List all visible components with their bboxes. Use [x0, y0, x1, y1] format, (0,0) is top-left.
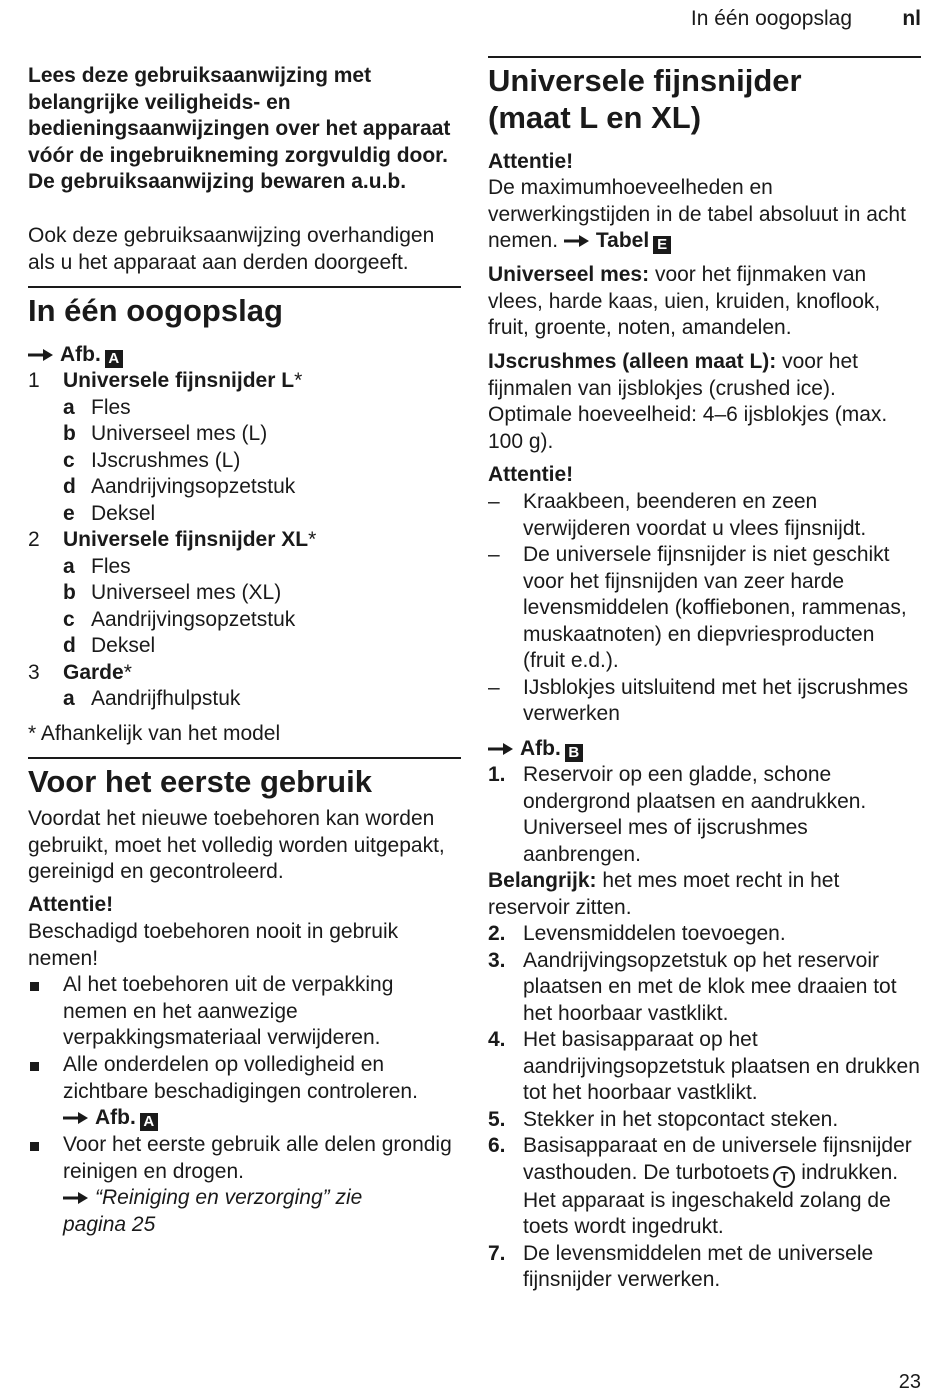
- ice-crusher-label: IJscrushmes (alleen maat L):: [488, 350, 777, 373]
- item-star: *: [294, 369, 303, 392]
- overview-footnote: * Afhankelijk van het model: [28, 722, 281, 745]
- item-number: 1: [28, 369, 40, 392]
- subitem-letter: a: [63, 687, 75, 710]
- warning-item: [488, 489, 921, 542]
- subitem-letter: d: [63, 475, 76, 498]
- warning-text: IJsblokjes uitsluitend met het ijscrushmes verwerken: [523, 675, 909, 725]
- overview-item: [28, 368, 461, 395]
- overview-subitem: [28, 580, 461, 607]
- bullet-text: Alle onderdelen op volledigheid en zichtbare beschadigingen controleren.: [63, 1053, 418, 1103]
- step-text: [523, 1241, 921, 1294]
- step-item: [488, 762, 921, 868]
- bullet-item: [28, 1132, 461, 1238]
- overview-subitem: [28, 686, 461, 713]
- overview-item: [28, 660, 461, 687]
- step-continuation: indrukken. Het apparaat is ingeschakeld zolang de toets wordt ingedrukt.: [523, 1160, 899, 1238]
- header-language: nl: [902, 7, 921, 30]
- step-number: 1.: [488, 763, 506, 786]
- intro-text: Ook deze gebruiksaanwijzing overhandigen als u het apparaat aan derden doorgeeft.: [28, 224, 435, 274]
- overview-subitem: [28, 607, 461, 634]
- max-quantities-text: [488, 175, 921, 255]
- subitem-letter: c: [63, 607, 75, 631]
- warning-list: [488, 489, 921, 728]
- figure-ref-label: Afb.: [520, 737, 561, 760]
- item-star: *: [123, 660, 132, 684]
- arrow-right-icon: [63, 1191, 89, 1205]
- bullet-figure-ref: [63, 1105, 461, 1132]
- step-text: [523, 921, 921, 948]
- overview-subitem: [28, 501, 461, 528]
- bullet-item: [28, 972, 461, 1052]
- bullet-square-icon: [30, 1142, 39, 1151]
- arrow-right-icon: [63, 1111, 89, 1125]
- subitem-letter: a: [63, 554, 75, 578]
- subitem-text: Deksel: [91, 634, 156, 657]
- overview-subitem: [28, 474, 461, 501]
- subitem-letter: d: [63, 634, 76, 657]
- subitem-text: Fles: [91, 395, 131, 419]
- fijnsnijder-heading-line2: (maat L en XL): [488, 100, 702, 135]
- step-text: [523, 1107, 921, 1134]
- important-note: [488, 868, 921, 921]
- step-text: Reservoir op een gladde, schone ondergrond plaatsen en aandrukken. Universeel mes of ijscrushmes aanbrengen.: [523, 763, 867, 866]
- overview-list: [28, 368, 461, 713]
- universal-blade-label: Universeel mes:: [488, 263, 650, 286]
- overview-heading: In één oogopslag: [28, 293, 283, 328]
- arrow-right-icon: [564, 234, 590, 248]
- dash-marker: –: [488, 675, 500, 699]
- item-title: Universele fijnsnijder L: [63, 369, 295, 392]
- figure-box-a: A: [105, 350, 123, 368]
- subitem-letter: b: [63, 581, 76, 604]
- universal-blade-text: [488, 262, 921, 342]
- subitem-text: Aandrijfhulpstuk: [91, 687, 241, 710]
- ice-crusher-description: voor het fijnmalen van ijsblokjes (crushed ice). Optimale hoeveelheid: 4–6 ijsblokjes (max. 100 g).: [488, 350, 888, 453]
- bullet-text: Voor het eerste gebruik alle delen grondig reinigen en drogen.: [63, 1133, 452, 1183]
- item-title: Universele fijnsnijder XL: [63, 528, 309, 551]
- item-title: Garde: [63, 660, 124, 684]
- bullet-square-icon: [30, 1062, 39, 1071]
- step-number: 6.: [488, 1134, 506, 1157]
- step-item: [488, 1241, 921, 1294]
- step-text: [523, 1133, 921, 1241]
- table-box-e: E: [653, 236, 671, 254]
- subitem-letter: c: [63, 448, 75, 472]
- max-quantities-sentence: De maximumhoeveelheden en verwerkingstijden in de tabel absoluut in acht nemen.: [488, 176, 906, 252]
- page-header: [0, 4, 950, 34]
- overview-subitem: [28, 448, 461, 475]
- step-sentence: Stekker in het stopcontact steken.: [523, 1107, 839, 1131]
- subitem-text: Universeel mes (L): [91, 422, 268, 445]
- first-use-attention: Attentie!: [28, 893, 114, 916]
- figure-ref-label: Afb.: [60, 343, 101, 366]
- arrow-right-icon: [28, 348, 54, 362]
- ice-crusher-text: [488, 349, 921, 455]
- subitem-letter: e: [63, 501, 75, 525]
- step-text: [523, 948, 921, 1028]
- arrow-right-icon: [488, 742, 514, 756]
- bullet-item: [28, 1052, 461, 1132]
- cross-reference: [63, 1185, 461, 1212]
- subitem-text: Aandrijvingsopzetstuk: [91, 607, 296, 631]
- step-item: [488, 1027, 921, 1107]
- step-item: [488, 921, 921, 948]
- attention-label: Attentie!: [488, 463, 574, 486]
- dash-marker: –: [488, 543, 500, 566]
- subitem-text: IJscrushmes (L): [91, 448, 241, 472]
- steps-list: [488, 921, 921, 1294]
- important-label: Belangrijk:: [488, 869, 597, 892]
- warning-text: Kraakbeen, beenderen en zeen verwijderen voordat u vlees fijnsnijdt.: [523, 490, 867, 540]
- warning-text: De universele fijnsnijder is niet geschikt voor het fijnsnijden van zeer harde levensmiddelen (koffiebonen, rammenas, muskaatnoten) en diepvriesproducten (fruit e.d.).: [523, 543, 907, 672]
- step-number: 2.: [488, 922, 506, 945]
- subitem-letter: b: [63, 422, 76, 445]
- step-item: [488, 1133, 921, 1241]
- warning-item: [488, 675, 921, 728]
- overview-subitem: [28, 554, 461, 581]
- step-number: 5.: [488, 1107, 506, 1131]
- step-number: 4.: [488, 1028, 506, 1051]
- subitem-text: Deksel: [91, 501, 156, 525]
- step-sentence: Het basisapparaat op het aandrijvingsopzetstuk plaatsen en drukken tot het hoorbaar vastklikt.: [523, 1028, 920, 1104]
- overview-item: [28, 527, 461, 554]
- table-ref-label: Tabel: [595, 229, 650, 252]
- divider: [28, 757, 461, 759]
- subitem-text: Universeel mes (XL): [91, 581, 282, 604]
- step-number: 3.: [488, 948, 506, 972]
- first-use-intro: Voordat het nieuwe toebehoren kan worden gebruikt, moet het volledig worden uitgepakt, gereinigd en gecontroleerd.: [28, 807, 445, 883]
- turbo-button-icon: T: [773, 1166, 795, 1188]
- item-label: [63, 368, 461, 395]
- step-sentence: Levensmiddelen toevoegen.: [523, 922, 786, 945]
- figure-ref: [488, 736, 921, 763]
- first-use-heading: Voor het eerste gebruik: [28, 764, 372, 799]
- item-label: [63, 527, 461, 554]
- subitem-text: Fles: [91, 554, 131, 578]
- step-sentence: De levensmiddelen met de universele fijnsnijder verwerken.: [523, 1241, 874, 1291]
- intro-bold-text: Lees deze gebruiksaanwijzing met belangrijke veiligheids- en bedieningsaanwijzingen over het apparaat vóór de ingebruikneming zorgvuldig door. De gebruiksaanwijzing bewaren a.u.b.: [28, 64, 451, 193]
- attention-label: Attentie!: [488, 150, 574, 173]
- subitem-text: Aandrijvingsopzetstuk: [91, 475, 296, 498]
- step-item: [488, 948, 921, 1028]
- bullet-text: Al het toebehoren uit de verpakking nemen en het aanwezige verpakkingsmateriaal verwijderen.: [63, 973, 394, 1049]
- figure-box-b: B: [565, 744, 583, 762]
- page-number: 23: [898, 1371, 921, 1393]
- bullet-square-icon: [30, 982, 39, 991]
- overview-subitem: [28, 421, 461, 448]
- step-number: 7.: [488, 1241, 506, 1265]
- item-number: 3: [28, 660, 40, 684]
- cross-reference-line1: “Reiniging en verzorging” zie: [95, 1186, 363, 1209]
- figure-ref-label: Afb.: [95, 1106, 136, 1129]
- warning-item: [488, 542, 921, 675]
- item-number: 2: [28, 528, 40, 551]
- step-item: [488, 1107, 921, 1134]
- figure-box-a: A: [140, 1113, 158, 1131]
- important-text: het mes moet recht in het reservoir zitten.: [488, 869, 840, 919]
- universal-blade-description: voor het fijnmaken van vlees, harde kaas, uien, kruiden, knoflook, fruit, groente, noten, amandelen.: [488, 263, 881, 339]
- fijnsnijder-heading-line1: Universele fijnsnijder: [488, 63, 802, 98]
- step-sentence: Basisapparaat en de universele fijnsnijder vasthouden. De turbotoets: [523, 1134, 912, 1184]
- divider: [488, 56, 921, 58]
- item-star: *: [308, 528, 317, 551]
- item-label: [63, 660, 461, 687]
- overview-subitem: [28, 633, 461, 660]
- first-use-warning: Beschadigd toebehoren nooit in gebruik nemen!: [28, 920, 399, 970]
- step-sentence: Aandrijvingsopzetstuk op het reservoir plaatsen en met de klok mee draaien tot het hoorbaar vastklikt.: [523, 948, 897, 1025]
- cross-reference-page: pagina 25: [63, 1212, 156, 1236]
- header-section-title: In één oogopslag: [690, 7, 852, 30]
- subitem-letter: a: [63, 395, 75, 419]
- step-text: [523, 1027, 921, 1107]
- overview-figure-ref: [28, 342, 461, 369]
- overview-subitem: [28, 395, 461, 422]
- divider: [28, 286, 461, 288]
- dash-marker: –: [488, 490, 500, 513]
